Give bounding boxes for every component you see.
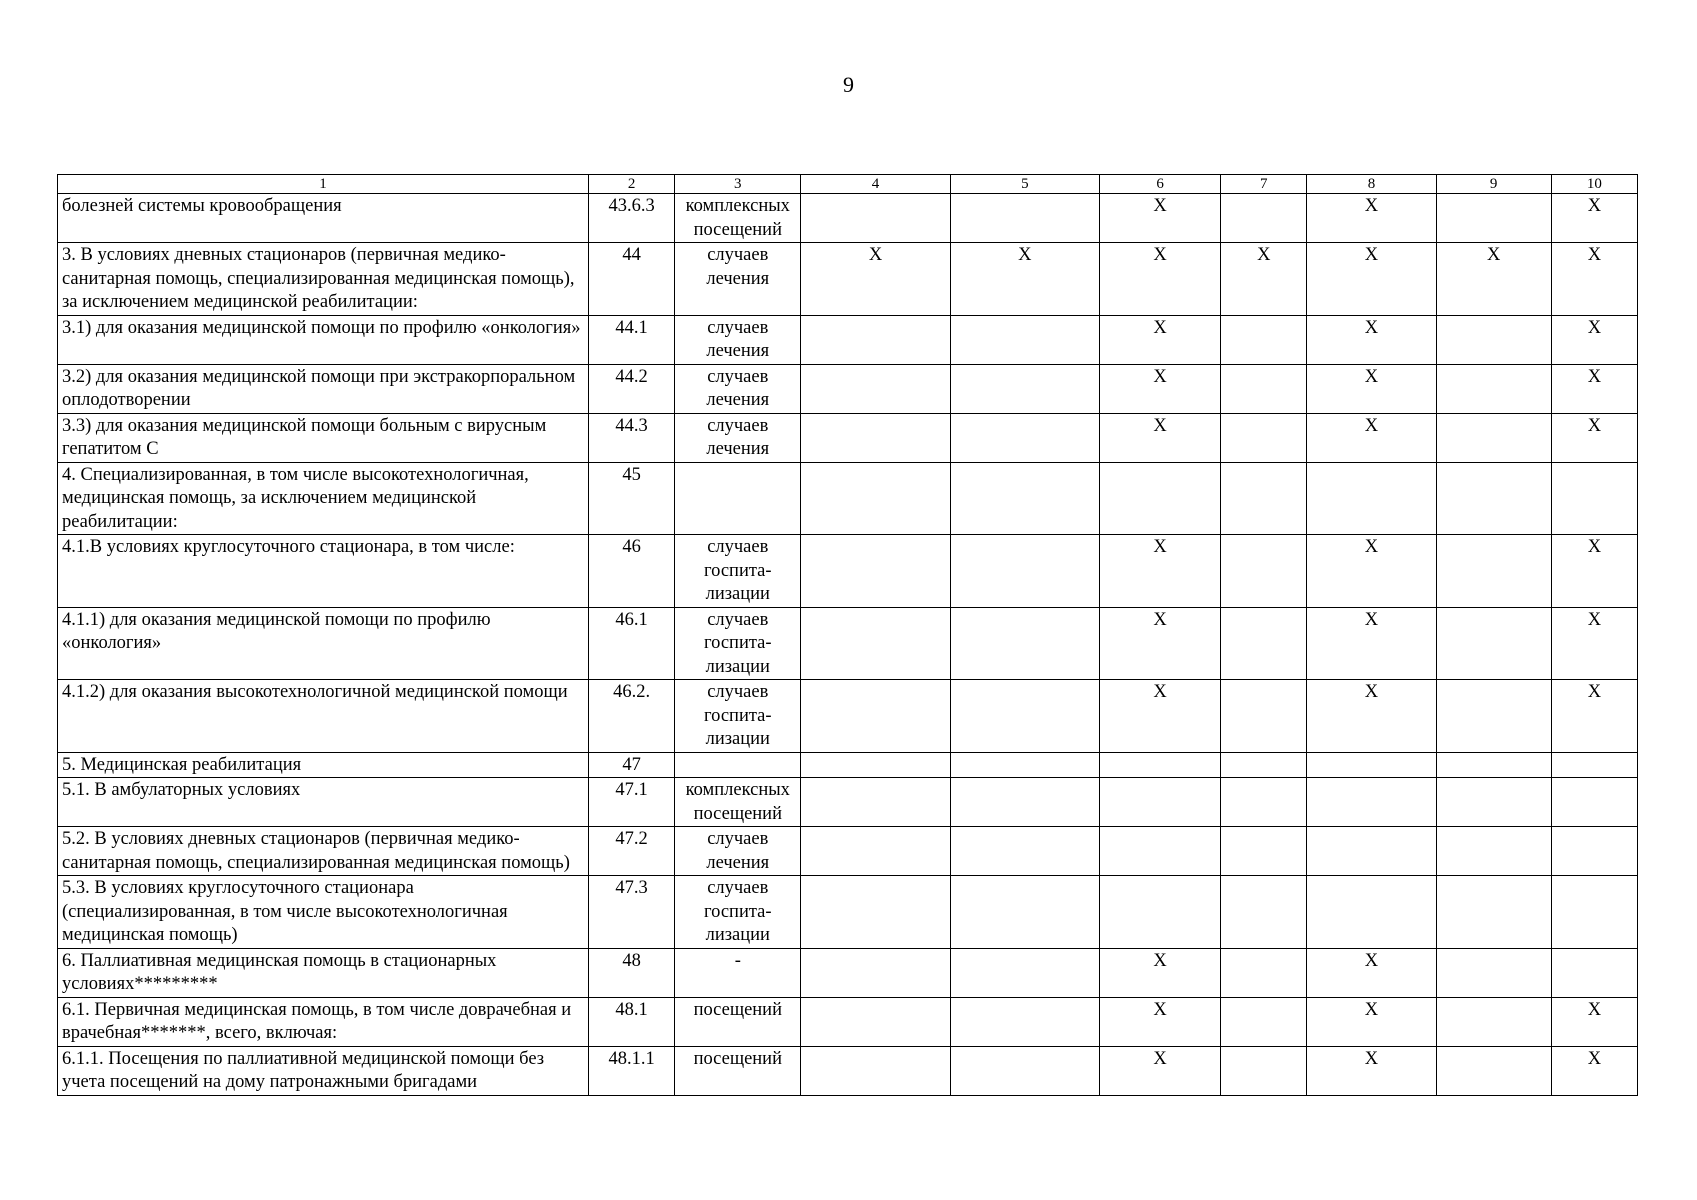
value-cell-col-7: [1221, 876, 1307, 949]
value-cell-col-7: [1221, 607, 1307, 680]
value-cell-col-5: [950, 413, 1099, 462]
value-cell-col-8: X: [1307, 948, 1436, 997]
value-cell-col-6: X: [1099, 315, 1220, 364]
row-name-cell: 3.3) для оказания медицинской помощи больным с вирусным гепатитом С: [58, 413, 589, 462]
table-row: [58, 1046, 1638, 1095]
value-cell-col-5: [950, 1046, 1099, 1095]
value-cell-col-10: X: [1551, 997, 1637, 1046]
value-cell-col-8: X: [1307, 413, 1436, 462]
row-code-cell: 44.1: [589, 315, 675, 364]
value-cell-col-5: [950, 778, 1099, 827]
value-cell-col-7: [1221, 535, 1307, 608]
table-row: [58, 413, 1638, 462]
value-cell-col-5: [950, 364, 1099, 413]
row-unit-cell: посещений: [675, 1046, 801, 1095]
value-cell-col-7: [1221, 997, 1307, 1046]
value-cell-col-8: X: [1307, 535, 1436, 608]
value-cell-col-8: [1307, 752, 1436, 778]
row-name-cell: 6. Паллиативная медицинская помощь в стационарных условиях*********: [58, 948, 589, 997]
row-name-cell: 3.1) для оказания медицинской помощи по профилю «онкология»: [58, 315, 589, 364]
value-cell-col-9: X: [1436, 243, 1551, 316]
value-cell-col-6: X: [1099, 1046, 1220, 1095]
row-name-cell: 5.1. В амбулаторных условиях: [58, 778, 589, 827]
row-code-cell: 45: [589, 462, 675, 535]
value-cell-col-9: [1436, 827, 1551, 876]
value-cell-col-4: [801, 607, 950, 680]
value-cell-col-8: X: [1307, 607, 1436, 680]
value-cell-col-4: [801, 535, 950, 608]
value-cell-col-8: [1307, 462, 1436, 535]
value-cell-col-4: [801, 778, 950, 827]
value-cell-col-10: [1551, 778, 1637, 827]
column-number-8: 8: [1307, 175, 1436, 194]
value-cell-col-10: X: [1551, 194, 1637, 243]
value-cell-col-9: [1436, 194, 1551, 243]
value-cell-col-9: [1436, 413, 1551, 462]
value-cell-col-10: [1551, 948, 1637, 997]
value-cell-col-4: [801, 876, 950, 949]
value-cell-col-6: X: [1099, 997, 1220, 1046]
value-cell-col-8: X: [1307, 194, 1436, 243]
row-unit-cell: случаев госпита-лизации: [675, 680, 801, 753]
table-row: [58, 194, 1638, 243]
table-row: [58, 827, 1638, 876]
value-cell-col-6: X: [1099, 243, 1220, 316]
column-number-4: 4: [801, 175, 950, 194]
row-name-cell: болезней системы кровообращения: [58, 194, 589, 243]
row-code-cell: 47.3: [589, 876, 675, 949]
header-row: [58, 175, 1638, 194]
value-cell-col-6: [1099, 752, 1220, 778]
column-number-3: 3: [675, 175, 801, 194]
column-number-9: 9: [1436, 175, 1551, 194]
row-name-cell: 3. В условиях дневных стационаров (первичная медико-санитарная помощь, специализированная медицинская помощь), за исключением медицинской реабилитации:: [58, 243, 589, 316]
value-cell-col-5: [950, 535, 1099, 608]
row-unit-cell: случаев госпита-лизации: [675, 607, 801, 680]
row-code-cell: 46.2.: [589, 680, 675, 753]
row-name-cell: 4. Специализированная, в том числе высокотехнологичная, медицинская помощь, за исключением медицинской реабилитации:: [58, 462, 589, 535]
row-unit-cell: случаев лечения: [675, 413, 801, 462]
value-cell-col-9: [1436, 315, 1551, 364]
value-cell-col-8: [1307, 827, 1436, 876]
value-cell-col-10: [1551, 876, 1637, 949]
value-cell-col-4: [801, 827, 950, 876]
row-name-cell: 6.1.1. Посещения по паллиативной медицинской помощи без учета посещений на дому патронажными бригадами: [58, 1046, 589, 1095]
column-number-7: 7: [1221, 175, 1307, 194]
value-cell-col-9: [1436, 535, 1551, 608]
row-unit-cell: [675, 752, 801, 778]
table-row: [58, 364, 1638, 413]
value-cell-col-7: X: [1221, 243, 1307, 316]
value-cell-col-4: [801, 1046, 950, 1095]
table-row: [58, 462, 1638, 535]
table-row: [58, 778, 1638, 827]
value-cell-col-8: X: [1307, 243, 1436, 316]
value-cell-col-8: X: [1307, 997, 1436, 1046]
value-cell-col-4: [801, 364, 950, 413]
value-cell-col-10: X: [1551, 680, 1637, 753]
value-cell-col-5: [950, 315, 1099, 364]
row-unit-cell: посещений: [675, 997, 801, 1046]
value-cell-col-4: [801, 413, 950, 462]
row-name-cell: 4.1.2) для оказания высокотехнологичной медицинской помощи: [58, 680, 589, 753]
value-cell-col-7: [1221, 413, 1307, 462]
value-cell-col-10: X: [1551, 243, 1637, 316]
table-row: [58, 315, 1638, 364]
row-code-cell: 48.1.1: [589, 1046, 675, 1095]
column-number-6: 6: [1099, 175, 1220, 194]
page-number: 9: [843, 72, 854, 97]
value-cell-col-4: [801, 752, 950, 778]
row-code-cell: 47: [589, 752, 675, 778]
value-cell-col-7: [1221, 752, 1307, 778]
value-cell-col-8: X: [1307, 315, 1436, 364]
value-cell-col-9: [1436, 997, 1551, 1046]
value-cell-col-9: [1436, 607, 1551, 680]
value-cell-col-5: [950, 752, 1099, 778]
value-cell-col-5: [950, 194, 1099, 243]
value-cell-col-5: X: [950, 243, 1099, 316]
row-unit-cell: случаев лечения: [675, 315, 801, 364]
value-cell-col-9: [1436, 876, 1551, 949]
row-code-cell: 47.2: [589, 827, 675, 876]
value-cell-col-10: X: [1551, 1046, 1637, 1095]
value-cell-col-10: X: [1551, 607, 1637, 680]
table-body: [58, 175, 1638, 1096]
row-unit-cell: [675, 462, 801, 535]
value-cell-col-7: [1221, 364, 1307, 413]
row-code-cell: 44: [589, 243, 675, 316]
value-cell-col-10: X: [1551, 315, 1637, 364]
value-cell-col-5: [950, 607, 1099, 680]
value-cell-col-7: [1221, 1046, 1307, 1095]
value-cell-col-10: [1551, 462, 1637, 535]
value-cell-col-9: [1436, 462, 1551, 535]
row-code-cell: 47.1: [589, 778, 675, 827]
table-row: [58, 752, 1638, 778]
data-table: [57, 174, 1638, 1096]
table-row: [58, 243, 1638, 316]
value-cell-col-8: X: [1307, 680, 1436, 753]
row-unit-cell: случаев лечения: [675, 827, 801, 876]
value-cell-col-4: X: [801, 243, 950, 316]
row-name-cell: 5.3. В условиях круглосуточного стационара (специализированная, в том числе высокотехнологичная медицинская помощь): [58, 876, 589, 949]
column-number-10: 10: [1551, 175, 1637, 194]
value-cell-col-5: [950, 948, 1099, 997]
value-cell-col-6: X: [1099, 413, 1220, 462]
value-cell-col-6: X: [1099, 680, 1220, 753]
value-cell-col-9: [1436, 364, 1551, 413]
value-cell-col-4: [801, 680, 950, 753]
value-cell-col-10: [1551, 752, 1637, 778]
row-code-cell: 44.3: [589, 413, 675, 462]
value-cell-col-6: X: [1099, 948, 1220, 997]
column-number-1: 1: [58, 175, 589, 194]
row-code-cell: 46.1: [589, 607, 675, 680]
value-cell-col-10: X: [1551, 535, 1637, 608]
row-name-cell: 5.2. В условиях дневных стационаров (первичная медико-санитарная помощь, специализированная медицинская помощь): [58, 827, 589, 876]
value-cell-col-7: [1221, 462, 1307, 535]
column-number-2: 2: [589, 175, 675, 194]
value-cell-col-6: X: [1099, 194, 1220, 243]
row-code-cell: 48: [589, 948, 675, 997]
value-cell-col-6: X: [1099, 607, 1220, 680]
row-name-cell: 5. Медицинская реабилитация: [58, 752, 589, 778]
row-name-cell: 4.1.В условиях круглосуточного стационара, в том числе:: [58, 535, 589, 608]
value-cell-col-6: [1099, 462, 1220, 535]
value-cell-col-4: [801, 315, 950, 364]
value-cell-col-8: [1307, 876, 1436, 949]
value-cell-col-6: [1099, 778, 1220, 827]
row-name-cell: 6.1. Первичная медицинская помощь, в том числе доврачебная и врачебная*******, всего, включая:: [58, 997, 589, 1046]
column-number-5: 5: [950, 175, 1099, 194]
value-cell-col-7: [1221, 194, 1307, 243]
table-row: [58, 997, 1638, 1046]
value-cell-col-5: [950, 462, 1099, 535]
row-code-cell: 46: [589, 535, 675, 608]
row-code-cell: 44.2: [589, 364, 675, 413]
value-cell-col-5: [950, 827, 1099, 876]
value-cell-col-5: [950, 876, 1099, 949]
row-code-cell: 43.6.3: [589, 194, 675, 243]
value-cell-col-6: [1099, 827, 1220, 876]
value-cell-col-7: [1221, 827, 1307, 876]
value-cell-col-9: [1436, 680, 1551, 753]
row-name-cell: 3.2) для оказания медицинской помощи при экстракорпоральном оплодотворении: [58, 364, 589, 413]
value-cell-col-7: [1221, 778, 1307, 827]
row-unit-cell: случаев госпита-лизации: [675, 535, 801, 608]
row-unit-cell: комплексных посещений: [675, 778, 801, 827]
value-cell-col-7: [1221, 315, 1307, 364]
value-cell-col-7: [1221, 680, 1307, 753]
value-cell-col-8: X: [1307, 1046, 1436, 1095]
value-cell-col-4: [801, 194, 950, 243]
value-cell-col-6: X: [1099, 535, 1220, 608]
value-cell-col-8: [1307, 778, 1436, 827]
value-cell-col-4: [801, 997, 950, 1046]
value-cell-col-5: [950, 680, 1099, 753]
value-cell-col-9: [1436, 948, 1551, 997]
value-cell-col-10: [1551, 827, 1637, 876]
value-cell-col-7: [1221, 948, 1307, 997]
row-unit-cell: случаев госпита-лизации: [675, 876, 801, 949]
table-row: [58, 948, 1638, 997]
value-cell-col-6: [1099, 876, 1220, 949]
value-cell-col-8: X: [1307, 364, 1436, 413]
value-cell-col-5: [950, 997, 1099, 1046]
value-cell-col-9: [1436, 1046, 1551, 1095]
value-cell-col-10: X: [1551, 364, 1637, 413]
value-cell-col-6: X: [1099, 364, 1220, 413]
table-row: [58, 535, 1638, 608]
value-cell-col-4: [801, 948, 950, 997]
row-unit-cell: случаев лечения: [675, 243, 801, 316]
value-cell-col-9: [1436, 778, 1551, 827]
table-row: [58, 680, 1638, 753]
value-cell-col-10: X: [1551, 413, 1637, 462]
row-unit-cell: случаев лечения: [675, 364, 801, 413]
row-name-cell: 4.1.1) для оказания медицинской помощи по профилю «онкология»: [58, 607, 589, 680]
value-cell-col-4: [801, 462, 950, 535]
table-row: [58, 876, 1638, 949]
row-code-cell: 48.1: [589, 997, 675, 1046]
table-row: [58, 607, 1638, 680]
row-unit-cell: -: [675, 948, 801, 997]
row-unit-cell: комплексных посещений: [675, 194, 801, 243]
value-cell-col-9: [1436, 752, 1551, 778]
